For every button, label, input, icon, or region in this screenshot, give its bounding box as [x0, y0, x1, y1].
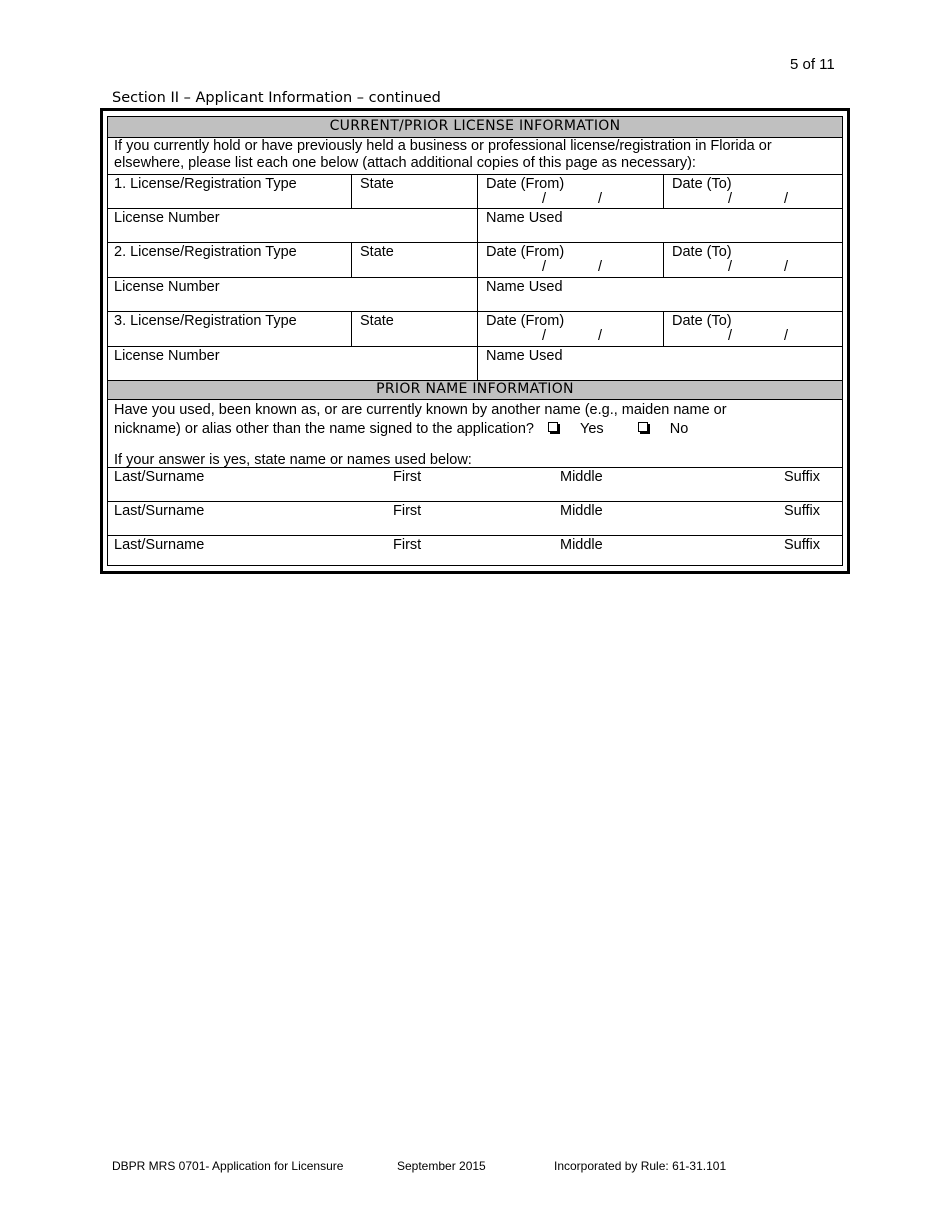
license-number-field-1[interactable]: License Number [114, 210, 220, 226]
date-to-label: Date (To) [672, 313, 732, 329]
date-from-label: Date (From) [486, 176, 565, 192]
date-from-field-3[interactable] [477, 312, 663, 346]
date-to-field-3[interactable] [663, 312, 842, 346]
license-type-field-3[interactable]: 3. License/Registration Type [114, 313, 297, 329]
middle-name-field[interactable]: Middle [560, 469, 603, 485]
date-to-label: Date (To) [672, 244, 732, 260]
date-from-field-1[interactable] [477, 175, 663, 208]
no-label: No [669, 421, 689, 437]
license-intro-row [108, 137, 842, 174]
date-from-label: Date (From) [486, 313, 565, 329]
footer-rule: Incorporated by Rule: 61-31.101 [554, 1159, 727, 1173]
license-type-field-1[interactable]: 1. License/Registration Type [114, 176, 297, 192]
date-from-label: Date (From) [486, 244, 565, 260]
date-separator: / [784, 191, 789, 207]
prior-name-question-block [108, 399, 842, 467]
footer-form-id: DBPR MRS 0701- Application for Licensure [112, 1159, 344, 1173]
date-separator: / [728, 259, 733, 275]
date-separator: / [598, 328, 603, 344]
page-number: 5 of 11 [790, 56, 835, 73]
date-separator: / [542, 328, 547, 344]
date-separator: / [542, 191, 547, 207]
no-checkbox[interactable] [638, 422, 648, 432]
license-number-field-2[interactable]: License Number [114, 279, 220, 295]
name-used-field-2[interactable]: Name Used [477, 278, 842, 311]
form-inner-table [107, 116, 843, 566]
state-field-2[interactable]: State [351, 243, 477, 277]
last-name-field[interactable]: Last/Surname [114, 469, 205, 485]
date-to-field-1[interactable] [663, 175, 842, 208]
license-entry-1-row [108, 174, 842, 208]
footer-date: September 2015 [397, 1159, 486, 1173]
name-used-field-3[interactable]: Name Used [477, 347, 842, 380]
date-from-field-2[interactable] [477, 243, 663, 277]
name-used-field-1[interactable]: Name Used [477, 209, 842, 242]
date-separator: / [598, 259, 603, 275]
date-separator: / [542, 259, 547, 275]
middle-name-field[interactable]: Middle [560, 537, 603, 553]
license-entry-1-detail-row [108, 208, 842, 242]
prior-name-row[interactable] [108, 501, 842, 535]
date-separator: / [728, 328, 733, 344]
date-separator: / [728, 191, 733, 207]
prior-name-row[interactable] [108, 467, 842, 501]
first-name-field[interactable]: First [393, 537, 422, 553]
prior-name-question-text: nickname) or alias other than the name signed to the application? [114, 421, 534, 437]
license-entry-2-row [108, 242, 842, 277]
application-form-box [100, 108, 850, 574]
date-separator: / [598, 191, 603, 207]
middle-name-field[interactable]: Middle [560, 503, 603, 519]
suffix-field[interactable]: Suffix [784, 469, 821, 485]
date-to-field-2[interactable] [663, 243, 842, 277]
date-separator: / [784, 259, 789, 275]
state-field-3[interactable]: State [351, 312, 477, 346]
prior-name-question-line2 [114, 420, 836, 439]
prior-name-header: PRIOR NAME INFORMATION [108, 380, 842, 399]
yes-checkbox[interactable] [548, 422, 558, 432]
license-type-field-2[interactable]: 2. License/Registration Type [114, 244, 297, 260]
section-title: Section II – Applicant Information – continued [112, 90, 441, 106]
suffix-field[interactable]: Suffix [784, 503, 821, 519]
license-info-header: CURRENT/PRIOR LICENSE INFORMATION [108, 117, 842, 137]
date-to-label: Date (To) [672, 176, 732, 192]
date-separator: / [784, 328, 789, 344]
prior-name-row[interactable] [108, 535, 842, 571]
license-entry-2-detail-row [108, 277, 842, 311]
license-entry-3-detail-row [108, 346, 842, 380]
first-name-field[interactable]: First [393, 469, 422, 485]
prior-name-question-line1: Have you used, been known as, or are currently known by another name (e.g., maiden name or [114, 402, 727, 418]
last-name-field[interactable]: Last/Surname [114, 503, 205, 519]
prior-name-instruction: If your answer is yes, state name or names used below: [114, 452, 472, 468]
yes-label: Yes [580, 421, 604, 437]
license-number-field-3[interactable]: License Number [114, 348, 220, 364]
license-entry-3-row [108, 311, 842, 346]
suffix-field[interactable]: Suffix [784, 537, 821, 553]
state-field-1[interactable]: State [351, 175, 477, 208]
license-intro-text: If you currently hold or have previously held a business or professional license/registration in Florida or elsewhere, please list each one below (attach additional copies of this page as necessary): [114, 138, 772, 171]
first-name-field[interactable]: First [393, 503, 422, 519]
last-name-field[interactable]: Last/Surname [114, 537, 205, 553]
